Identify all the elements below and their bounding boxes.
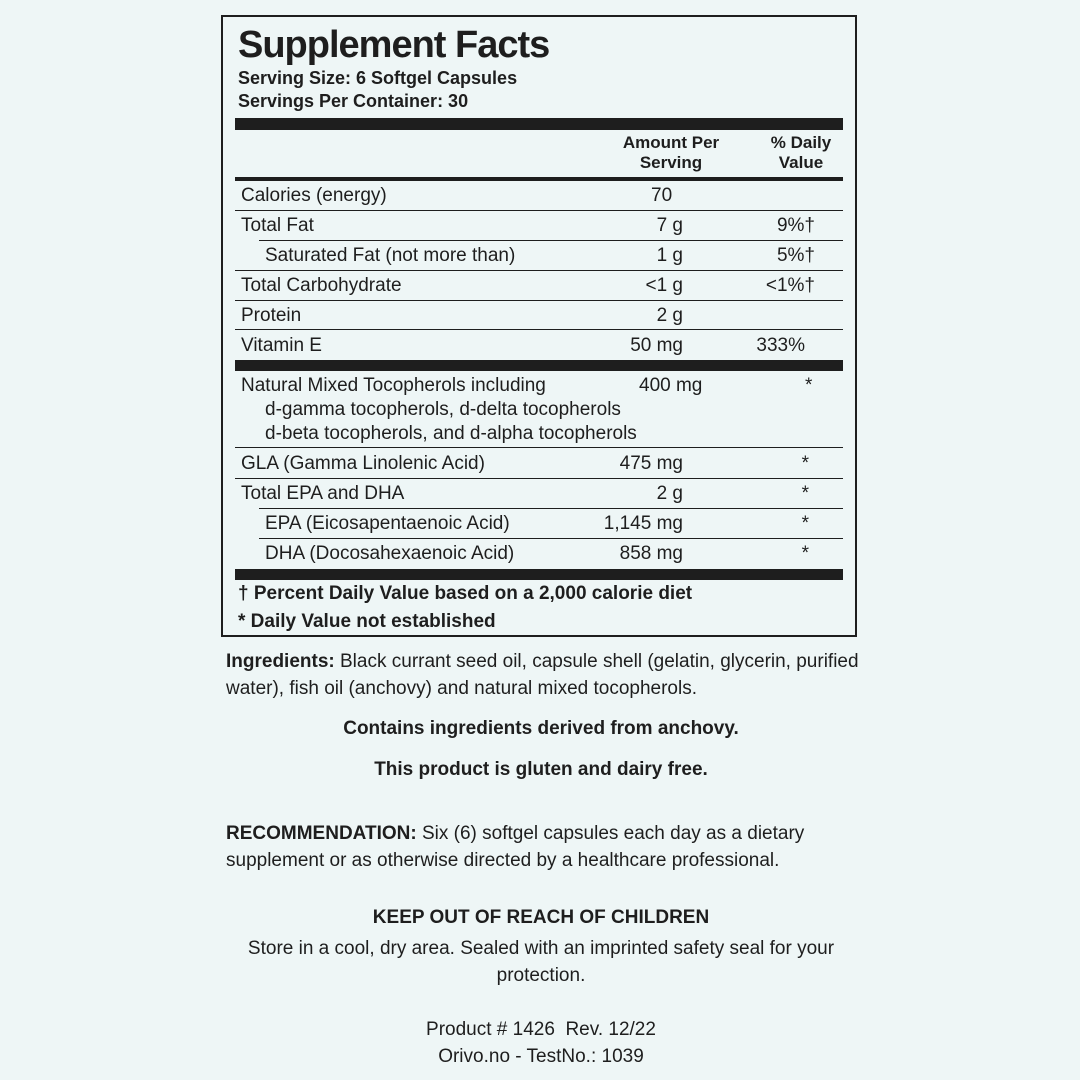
thick-divider — [235, 569, 843, 580]
ingredient-dv: * — [801, 513, 809, 534]
ingredient-row — [235, 449, 843, 479]
row-divider — [235, 329, 843, 330]
nutrient-row — [235, 181, 843, 211]
warning-line1: Store in a cool, dry area. Sealed with an imprinted safety seal for your — [247, 938, 835, 959]
supplement-facts-panel — [221, 15, 857, 637]
nutrient-row — [235, 301, 843, 331]
allergen-statement: Contains ingredients derived from anchovy. — [343, 718, 739, 739]
nutrient-name: Vitamin E — [241, 335, 322, 356]
nutrient-dv: 333% — [756, 335, 805, 356]
tocopherols-name: Natural Mixed Tocopherols including — [241, 375, 546, 396]
nutrient-dv: 9%† — [776, 215, 815, 236]
amount-per-serving-header — [611, 133, 731, 173]
ingredient-name: DHA (Docosahexaenoic Acid) — [265, 543, 515, 564]
amount-header-line2: Serving — [639, 153, 703, 172]
nutrient-name: Saturated Fat (not more than) — [265, 245, 516, 266]
nutrient-amount: 1 g — [656, 245, 683, 266]
daily-value-header — [753, 133, 849, 173]
servings-per-container: Servings Per Container: 30 — [238, 91, 469, 111]
ingredient-row — [235, 479, 843, 509]
product-number: Product # 1426 Rev. 12/22 — [426, 1019, 656, 1040]
nutrient-amount: 7 g — [656, 215, 683, 236]
nutrient-row — [235, 331, 843, 361]
warning-line2: protection. — [496, 965, 586, 986]
ingredient-dv: * — [801, 543, 809, 564]
nutrient-name: Total Carbohydrate — [241, 275, 402, 296]
nutrient-name: Calories (energy) — [241, 185, 387, 206]
recommendation-line1: Six (6) softgel capsules each day as a dietary — [416, 823, 805, 844]
recommendation-text — [226, 820, 866, 874]
thick-divider — [235, 118, 843, 130]
nutrient-row — [235, 211, 843, 241]
ingredient-amount: 475 mg — [619, 453, 683, 474]
nutrient-name: Protein — [241, 305, 302, 326]
ingredient-dv: * — [801, 453, 809, 474]
amount-header-line1: Amount Per — [622, 133, 720, 152]
ingredient-name: GLA (Gamma Linolenic Acid) — [241, 453, 485, 474]
footnote-star: * Daily Value not established — [238, 611, 496, 632]
warning-title: KEEP OUT OF REACH OF CHILDREN — [372, 907, 710, 928]
product-info — [221, 1016, 861, 1070]
ingredient-name: EPA (Eicosapentaenoic Acid) — [265, 513, 510, 534]
ingredients-text — [226, 648, 866, 702]
ingredients-line1: Black currant seed oil, capsule shell (gelatin, glycerin, purified — [334, 651, 859, 672]
dv-header-line2: Value — [778, 153, 824, 172]
ingredient-amount: 1,145 mg — [603, 513, 683, 534]
nutrient-row — [235, 241, 843, 271]
nutrient-dv: 5%† — [776, 245, 815, 266]
nutrient-amount: <1 g — [645, 275, 683, 296]
row-divider — [235, 447, 843, 448]
ingredient-dv: * — [801, 483, 809, 504]
ingredients-line2: water), fish oil (anchovy) and natural mixed tocopherols. — [226, 678, 698, 699]
thick-divider — [235, 360, 843, 371]
tocopherols-amount: 400 mg — [639, 375, 703, 396]
ingredient-amount: 2 g — [656, 483, 683, 504]
footnote-dagger: † Percent Daily Value based on a 2,000 calorie diet — [238, 583, 693, 604]
ingredient-name: Total EPA and DHA — [241, 483, 405, 504]
ingredients-label: Ingredients: — [226, 651, 335, 672]
product-test-number: Orivo.no - TestNo.: 1039 — [438, 1046, 644, 1067]
recommendation-line2: supplement or as otherwise directed by a healthcare professional. — [226, 850, 780, 871]
tocopherols-dv: * — [805, 375, 813, 396]
dv-header-line1: % Daily — [770, 133, 832, 152]
panel-title: Supplement Facts — [238, 24, 550, 66]
nutrient-name: Total Fat — [241, 215, 314, 236]
nutrient-amount: 70 — [651, 185, 673, 206]
free-from-statement: This product is gluten and dairy free. — [374, 759, 708, 780]
ingredient-row — [235, 539, 843, 569]
nutrient-amount: 50 mg — [630, 335, 683, 356]
ingredient-row — [235, 509, 843, 539]
storage-warning — [221, 904, 861, 989]
tocopherols-detail: d-gamma tocopherols, d-delta tocopherols — [265, 399, 621, 420]
serving-size: Serving Size: 6 Softgel Capsules — [238, 68, 518, 88]
ingredient-amount: 858 mg — [619, 543, 683, 564]
nutrient-amount: 2 g — [656, 305, 683, 326]
tocopherols-row — [235, 371, 843, 447]
recommendation-label: RECOMMENDATION: — [226, 823, 417, 844]
nutrient-row — [235, 271, 843, 301]
tocopherols-detail: d-beta tocopherols, and d-alpha tocopherols — [265, 423, 637, 444]
nutrient-dv: <1%† — [765, 275, 815, 296]
